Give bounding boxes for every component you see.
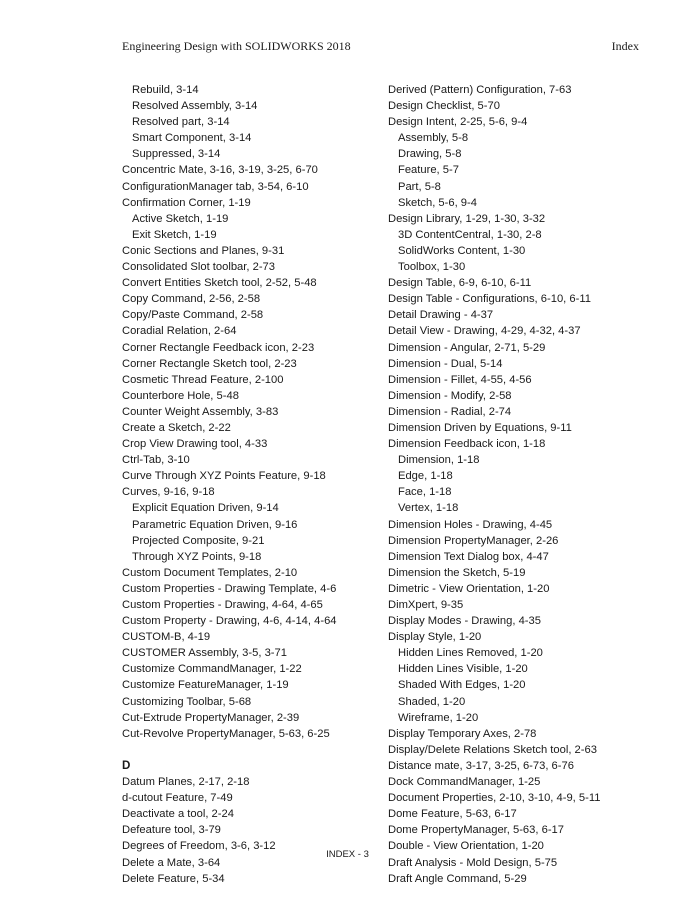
index-entry: Convert Entities Sketch tool, 2-52, 5-48 <box>122 277 317 290</box>
index-subentry: Rebuild, 3-14 <box>132 84 199 96</box>
index-entry: Detail Drawing - 4-37 <box>388 309 494 322</box>
index-entry: Confirmation Corner, 1-19 <box>122 196 251 209</box>
index-subentry: Resolved Assembly, 3-14 <box>132 100 258 113</box>
index-entry: Delete a Mate, 3-64 <box>122 856 221 869</box>
running-header <box>122 39 639 55</box>
index-entry: Dimension - Dual, 5-14 <box>388 357 503 370</box>
index-entry: Display Temporary Axes, 2-78 <box>388 727 537 740</box>
index-entry: Dimension Feedback icon, 1-18 <box>388 438 546 451</box>
index-subentry: Projected Composite, 9-21 <box>132 534 265 547</box>
index-entry: Draft Analysis - Mold Design, 5-75 <box>388 856 558 869</box>
index-entry: Detail View - Drawing, 4-29, 4-32, 4-37 <box>388 325 581 338</box>
index-subentry: Smart Component, 3-14 <box>132 132 252 145</box>
index-entry: DimXpert, 9-35 <box>388 599 464 611</box>
index-subentry: Feature, 5-7 <box>398 164 459 177</box>
index-subentry: Parametric Equation Driven, 9-16 <box>132 518 298 531</box>
index-entry: d-cutout Feature, 7-49 <box>122 792 233 805</box>
index-entry: Concentric Mate, 3-16, 3-19, 3-25, 6-70 <box>122 164 318 177</box>
index-entry: Dimension the Sketch, 5-19 <box>388 566 526 579</box>
index-entry: Dimension PropertyManager, 2-26 <box>388 534 559 547</box>
section-title: Index <box>611 39 639 53</box>
index-subentry: Hidden Lines Removed, 1-20 <box>398 647 543 660</box>
index-entry: CUSTOMER Assembly, 3-5, 3-71 <box>122 647 287 660</box>
index-entry: Display Style, 1-20 <box>388 631 482 644</box>
index-entry: Custom Property - Drawing, 4-6, 4-14, 4-64 <box>122 615 337 628</box>
index-entry: Defeature tool, 3-79 <box>122 824 221 837</box>
index-entry: Conic Sections and Planes, 9-31 <box>122 244 285 257</box>
index-subentry: Through XYZ Points, 9-18 <box>132 550 262 563</box>
index-subentry: Active Sketch, 1-19 <box>132 212 229 225</box>
index-entry: Customizing Toolbar, 5-68 <box>122 695 252 708</box>
index-entry: Design Table, 6-9, 6-10, 6-11 <box>388 277 532 290</box>
index-entry: Custom Properties - Drawing Template, 4-6 <box>122 582 337 595</box>
index-column-right <box>388 82 650 887</box>
index-entry: Corner Rectangle Feedback icon, 2-23 <box>122 341 315 354</box>
index-entry: Cut-Extrude PropertyManager, 2-39 <box>122 711 300 724</box>
index-entry: Dimension - Radial, 2-74 <box>388 405 512 418</box>
index-entry: Cosmetic Thread Feature, 2-100 <box>122 373 284 386</box>
index-subentry: Edge, 1-18 <box>398 470 453 483</box>
index-entry: Curves, 9-16, 9-18 <box>122 486 215 499</box>
page-number: INDEX - 3 <box>326 849 369 860</box>
index-entry: Dome PropertyManager, 5-63, 6-17 <box>388 824 564 837</box>
index-entry: Dimension Text Dialog box, 4-47 <box>388 550 549 563</box>
index-entry: Document Properties, 2-10, 3-10, 4-9, 5-11 <box>388 792 601 805</box>
index-entry: Coradial Relation, 2-64 <box>122 325 237 338</box>
index-entry: Design Checklist, 5-70 <box>388 100 500 113</box>
index-entry: Ctrl-Tab, 3-10 <box>122 454 190 467</box>
index-entry: Custom Properties - Drawing, 4-64, 4-65 <box>122 599 323 611</box>
index-entry: Distance mate, 3-17, 3-25, 6-73, 6-76 <box>388 759 574 772</box>
index-subentry: Wireframe, 1-20 <box>398 711 479 724</box>
index-subentry: Assembly, 5-8 <box>398 132 469 145</box>
index-subentry: Part, 5-8 <box>398 180 441 193</box>
index-entry: Delete Feature, 5-34 <box>122 872 225 885</box>
index-subentry: SolidWorks Content, 1-30 <box>398 244 526 257</box>
index-subentry: Face, 1-18 <box>398 486 452 499</box>
index-entry: Create a Sketch, 2-22 <box>122 421 231 434</box>
index-entry: Dimension Holes - Drawing, 4-45 <box>388 518 553 531</box>
index-subentry: Toolbox, 1-30 <box>398 261 466 274</box>
index-entry: Dimension Driven by Equations, 9-11 <box>388 421 572 434</box>
index-subentry: Resolved part, 3-14 <box>132 116 230 129</box>
index-entry: Corner Rectangle Sketch tool, 2-23 <box>122 357 297 370</box>
index-entry: Dimension - Modify, 2-58 <box>388 389 512 402</box>
index-entry: Consolidated Slot toolbar, 2-73 <box>122 261 275 274</box>
index-subentry: Exit Sketch, 1-19 <box>132 228 217 241</box>
index-entry: Copy/Paste Command, 2-58 <box>122 309 264 322</box>
index-subentry: 3D ContentCentral, 1-30, 2-8 <box>398 228 542 241</box>
index-entry: Draft Angle Command, 5-29 <box>388 872 527 885</box>
index-entry: Dimetric - View Orientation, 1-20 <box>388 582 550 595</box>
index-subentry: Suppressed, 3-14 <box>132 148 221 161</box>
index-entry: Derived (Pattern) Configuration, 7-63 <box>388 84 572 96</box>
index-subentry: Shaded With Edges, 1-20 <box>398 679 526 692</box>
index-subentry: Sketch, 5-6, 9-4 <box>398 196 477 209</box>
index-entry: Cut-Revolve PropertyManager, 5-63, 6-25 <box>122 727 330 740</box>
index-entry: Dimension - Angular, 2-71, 5-29 <box>388 341 546 354</box>
index-entry: Counter Weight Assembly, 3-83 <box>122 405 279 418</box>
index-subentry: Explicit Equation Driven, 9-14 <box>132 502 279 515</box>
index-entry: Design Library, 1-29, 1-30, 3-32 <box>388 212 546 225</box>
index-entry: Display/Delete Relations Sketch tool, 2-63 <box>388 743 597 756</box>
index-subentry: Drawing, 5-8 <box>398 148 462 161</box>
index-subentry: Vertex, 1-18 <box>398 502 459 515</box>
index-entry: Dimension - Fillet, 4-55, 4-56 <box>388 373 532 386</box>
index-column-left <box>122 82 384 887</box>
index-entry: Datum Planes, 2-17, 2-18 <box>122 776 250 789</box>
index-entry: Customize FeatureManager, 1-19 <box>122 679 289 692</box>
index-spacer <box>122 742 384 758</box>
index-subentry: Shaded, 1-20 <box>398 695 466 708</box>
index-entry: Deactivate a tool, 2-24 <box>122 808 234 821</box>
index-letter-heading: D <box>122 758 131 772</box>
index-subentry: Dimension, 1-18 <box>398 454 480 467</box>
index-entry: Copy Command, 2-56, 2-58 <box>122 293 261 306</box>
index-entry: CUSTOM-B, 4-19 <box>122 631 211 644</box>
index-entry: Customize CommandManager, 1-22 <box>122 663 302 676</box>
index-entry: Counterbore Hole, 5-48 <box>122 389 239 402</box>
index-entry: Dock CommandManager, 1-25 <box>388 776 541 789</box>
index-entry: Double - View Orientation, 1-20 <box>388 840 544 853</box>
index-entry: Curve Through XYZ Points Feature, 9-18 <box>122 470 326 483</box>
index-entry: Design Intent, 2-25, 5-6, 9-4 <box>388 116 528 129</box>
index-subentry: Hidden Lines Visible, 1-20 <box>398 663 528 676</box>
index-entry: Degrees of Freedom, 3-6, 3-12 <box>122 840 276 853</box>
index-entry: Dome Feature, 5-63, 6-17 <box>388 808 517 821</box>
index-entry: Display Modes - Drawing, 4-35 <box>388 615 541 628</box>
index-entry: Crop View Drawing tool, 4-33 <box>122 438 268 451</box>
index-entry: Custom Document Templates, 2-10 <box>122 566 298 579</box>
index-entry: ConfigurationManager tab, 3-54, 6-10 <box>122 180 309 193</box>
index-entry: Design Table - Configurations, 6-10, 6-11 <box>388 293 591 306</box>
book-title: Engineering Design with SOLIDWORKS 2018 <box>122 39 351 53</box>
